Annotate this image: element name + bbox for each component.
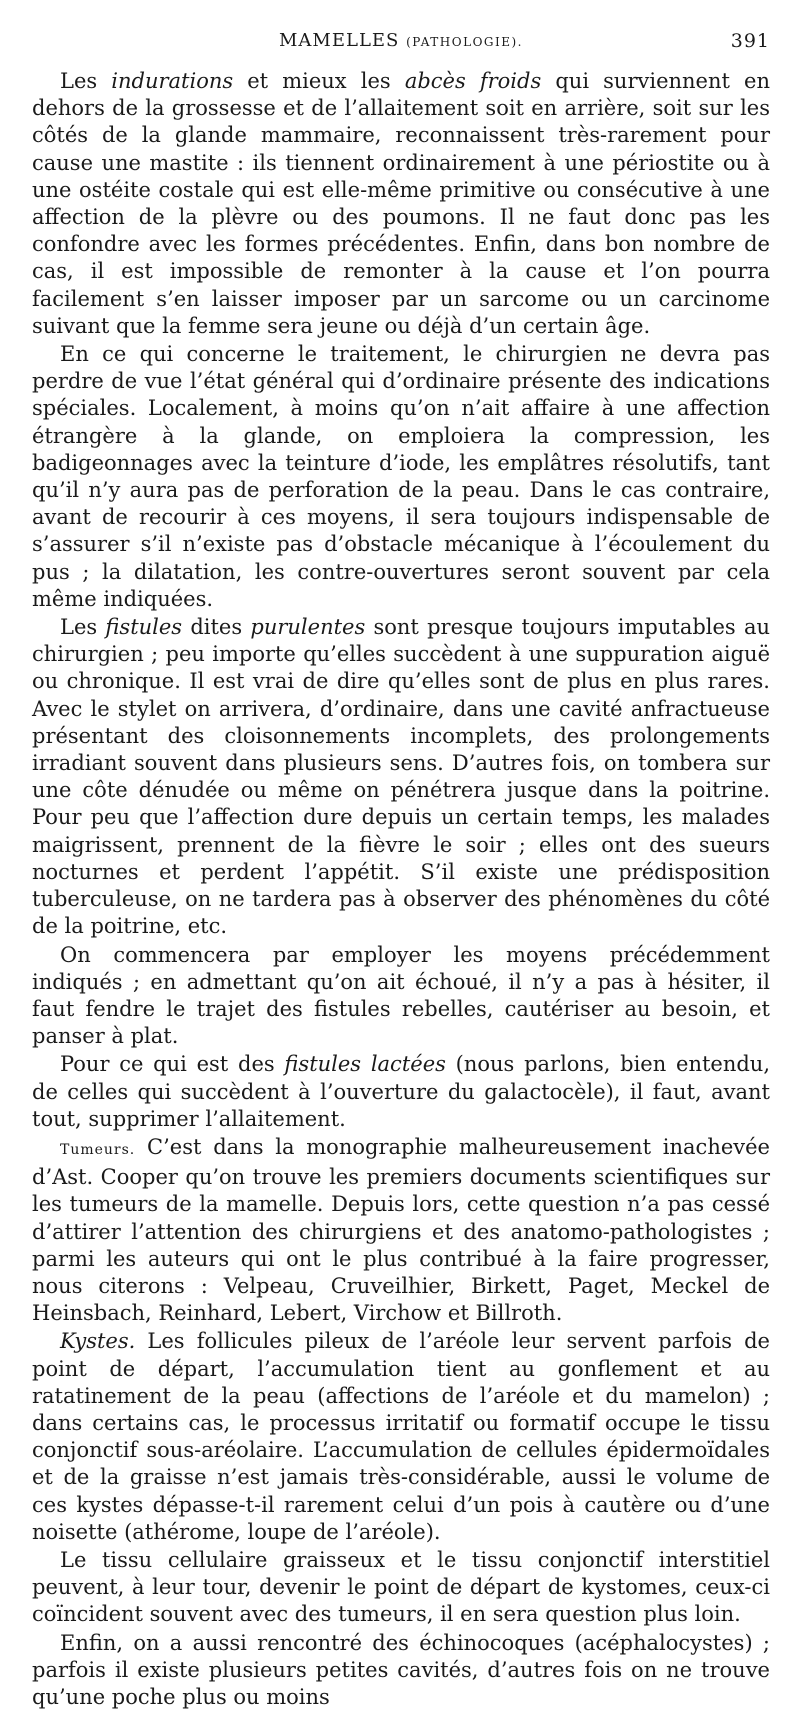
text-run: Les follicules pileux de l’aréole leur servent parfois de point de départ, l’accumulation tient au gonflement et au ratatinement de la peau (affections de l’aréole et du mamelon) ; dans certains cas, le processus irritatif ou formatif occupe le tissu conjonctif sous-aréolaire. L’accumulation de cellules épidermoïdales et de la graisse n’est jamais très-considérable, aussi le volume de ces kystes dépasse-t-il rarement celui d’un pois à cautère ou d’une noisette (athérome, loupe de l’aréole). [32,1329,770,1544]
paragraph [32,1630,770,1711]
paragraph [32,942,770,1051]
text-run: Enfin, on a aussi rencontré des échinocoques (acéphalocystes) ; parfois il existe plusieurs petites cavités, d’autres fois on ne trouve qu’une poche plus ou moins [32,1630,770,1709]
text-run: Les [60,615,106,640]
text-run: Pour ce qui est des [60,1052,285,1077]
running-head-subtitle: (PATHOLOGIE). [406,35,523,49]
italic-run: Kystes. [60,1329,136,1354]
paragraph [32,1051,770,1133]
running-head [32,30,770,56]
body-text [32,68,770,1711]
text-run: dites [182,615,251,640]
text-run: On commencera par employer les moyens précédemment indiqués ; en admettant qu’on ait échoué, il n’y a pas à hésiter, il faut fendre le trajet des fistules rebelles, cautériser au besoin, et panser à plat. [32,942,770,1049]
paragraph [32,1328,770,1546]
paragraph [32,1134,770,1327]
text-run: Les [60,69,112,93]
italic-run: abcès froids [404,69,542,93]
paragraph [32,68,770,340]
paragraph [32,1547,770,1629]
paragraph [32,614,770,940]
paragraph [32,341,770,613]
italic-run: indurations [111,69,234,93]
italic-run: purulentes [250,615,366,640]
italic-run: fistules lactées [284,1052,446,1077]
italic-run: fistules [105,615,183,640]
text-run: C’est dans la monographie malheureusement inachevée d’Ast. Cooper qu’on trouve les premiers documents scientifiques sur les tumeurs de la mamelle. Depuis lors, cette question n’a pas cessé d’attirer l’attention des chirurgiens et des anatomo-pathologistes ; parmi les auteurs qui ont le plus contribué à la faire progresser, nous citerons : Velpeau, Cruveilhier, Birkett, Paget, Meckel de Heinsbach, Reinhard, Lebert, Virchow et Billroth. [32,1134,770,1326]
text-run: sont presque toujours imputables au chirurgien ; peu importe qu’elles succèdent à une suppuration aiguë ou chronique. Il est vrai de dire qu’elles sont de plus en plus rares. Avec le stylet on arrivera, d’ordinaire, dans une cavité anfractueuse présentant des cloisonnements incomplets, des prolongements irradiant souvent dans plusieurs sens. D’autres fois, on tombera sur une côte dénudée ou même on pénétrera jusque dans la poitrine. Pour peu que l’affection dure depuis un certain temps, les malades maigrissent, prennent de la fièvre le soir ; elles ont des sueurs nocturnes et perdent l’appétit. S’il existe une prédisposition tuberculeuse, on ne tardera pas à observer des phénomènes du côté de la poitrine, etc. [32,615,771,939]
running-head-title: MAMELLES [279,30,400,51]
text-run: qui surviennent en dehors de la grossesse et de l’allaitement soit en arrière, soit sur les côtés de la glande mammaire, reconnaissent très-rarement pour cause une mastite : ils tiennent ordinairement à une périostite ou à une ostéite costale qui est elle-même primitive ou consécutive à une affection de la plèvre ou des poumons. Il ne faut donc pas les confondre avec les formes précédentes. Enfin, dans bon nombre de cas, il est impossible de remonter à la cause et l’on pourra facilement s’en laisser imposer par un sarcome ou un carcinome suivant que la femme sera jeune ou déjà d’un certain âge. [32,69,771,338]
text-run: En ce qui concerne le traitement, le chirurgien ne devra pas perdre de vue l’état général qui d’ordinaire présente des indications spéciales. Localement, à moins qu’on n’ait affaire à une affection étrangère à la glande, on emploiera la compression, les badigeonnages avec la teinture d’iode, les emplâtres résolutifs, tant qu’il n’y aura pas de perforation de la peau. Dans le cas contraire, avant de recourir à ces moyens, il sera toujours indispensable de s’assurer s’il n’existe pas d’obstacle mécanique à l’écoulement du pus ; la dilatation, les contre-ouvertures seront souvent par cela même indiquées. [32,342,770,611]
text-run: et mieux les [233,69,405,93]
page-number: 391 [730,30,770,52]
text-run: (nous parlons, bien entendu, de celles qui succèdent à l’ouverture du galactocèle), il faut, avant tout, supprimer l’allaitement. [32,1052,771,1131]
smallcaps-run: Tumeurs. [60,1141,136,1158]
text-run: Le tissu cellulaire graisseux et le tissu conjonctif interstitiel peuvent, à leur tour, devenir le point de départ de kystomes, ceux-ci coïncident souvent avec des tumeurs, il en sera question plus loin. [32,1547,770,1627]
